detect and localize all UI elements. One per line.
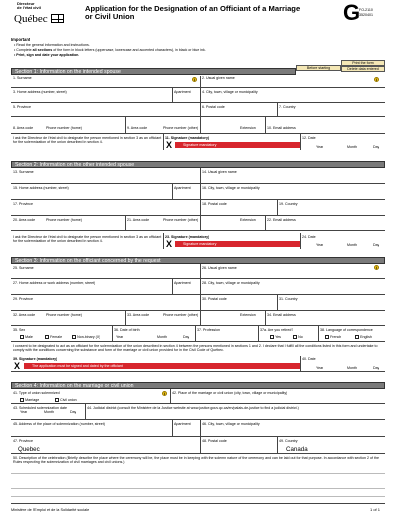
s3-extension-field[interactable]: Extension [240,313,256,317]
s3-female-label: Female [50,335,63,339]
delete-data-button[interactable]: Delete data entered [341,66,385,72]
s2-date-label: 24. Date [302,235,316,239]
s1-date-year[interactable]: Year [316,145,324,149]
s3-male-label: Male [25,335,33,339]
s4-postal-code-field[interactable]: 48. Postal code [202,439,227,443]
s1-province-field[interactable]: 5. Province [13,105,31,109]
s3-sex-nonbinary-checkbox[interactable] [72,335,100,339]
s1-surname-field[interactable]: 1. Surname [13,76,32,80]
s1-given-name-field[interactable]: 2. Usual given name [202,76,235,80]
s3-french-checkbox[interactable] [325,335,341,339]
s1-city-field[interactable]: 4. City, town, village or municipality [202,90,258,94]
form-number: 3520401 [359,13,373,17]
section-1-info-icon-2[interactable]: i [375,78,378,82]
s3-declaration: I consent to be designated to act as an officiant for the solemnization of the union described in section 4 between the persons mentioned in sections 1 and 2. I declare that I fulfill all the conditions listed in this form and undertake to comply with the conditions concerning the substance and form of the marriage or civil union provided for in the Civil Code of Québec. [13,344,378,353]
s2-email-field[interactable]: 22. Email address [267,218,296,222]
s3-english-checkbox[interactable] [355,335,372,339]
s2-phone-home-field[interactable]: Phone number (home) [46,218,82,222]
s1-email-field[interactable]: 10. Email address [267,126,296,130]
important-bullet-2-post: of the form in block letters (uppercase, lowercase and accented characters), in black or blue ink. [52,48,206,52]
s3-birth-date-label: 36. Date of birth [114,328,140,332]
s3-birth-year[interactable]: Year [116,335,124,339]
s2-surname-field[interactable]: 13. Surname [13,170,34,174]
form-letter: G [343,0,361,25]
s1-country-field[interactable]: 7. Country [279,105,296,109]
s3-signature-x: X [14,361,21,371]
s3-province-field[interactable]: 29. Province [13,297,33,301]
s2-city-field[interactable]: 16. City, town, village or municipality [202,186,260,190]
s4-province-label: 47. Province [13,439,33,443]
s1-row1 [11,76,385,88]
section-3-info-icon[interactable]: i [375,266,378,270]
footer-page: 1 of 1 [370,508,381,512]
section-4-header: Section 4: Information on the marriage or civil union [11,382,385,389]
s2-area-code-home[interactable]: 20. Area code [13,218,36,222]
section-3-header: Section 3: Information on the officiant concerned by the request [11,257,385,264]
s3-retired-no-checkbox[interactable] [293,335,303,339]
gov-name: Québec [14,13,48,25]
s3-phone-home-field[interactable]: Phone number (home) [46,313,82,317]
s3-email-field[interactable]: 34. Email address [267,313,296,317]
s4-civil-union-checkbox[interactable] [55,398,77,402]
s4-city-field[interactable]: 46. City, town, village or municipality [202,422,260,426]
important-bullet-3: • Print, sign and date your application. [14,53,80,57]
s4-apartment-field[interactable]: Apartment [174,422,191,426]
s1-signature-x: X [166,140,173,150]
s2-province-field[interactable]: 17. Province [13,202,33,206]
s4-judicial-district-field[interactable]: 44. Judicial district (consult the Ministère de la Justice website at www.justice.gouv.qc.ca/en/palais-de-justice to find a judicial district.) [87,406,299,410]
s3-area-code-home[interactable]: 32. Area code [13,313,36,317]
s4-marriage-checkbox[interactable] [20,398,39,402]
s3-date-label: 40. Date [302,357,316,361]
s1-signature-label: 11. Signature (mandatory) [165,136,210,140]
s3-language-label: 38. Language of correspondence [320,328,373,332]
s3-sex-label: 35. Sex [13,328,26,332]
s3-date-month[interactable]: Month [347,366,357,370]
s3-signature-mandatory-banner[interactable]: The application must be signed and dated by the officiant [24,363,300,369]
s4-place-field[interactable]: 42. Place of the marriage or civil union (city, town, village or municipality) [172,391,288,395]
s3-yes-label: Yes [275,335,281,339]
s3-nonbinary-label: Non-binary (X) [77,335,101,339]
section-1-info-icon[interactable]: i [193,78,196,82]
footer-ministry: Ministère de l'Emploi et de la Solidarité sociale [11,508,90,512]
s3-country-field[interactable]: 31. Country [279,297,298,301]
form-code: FO-2110 [359,8,373,12]
s2-country-field[interactable]: 19. Country [279,202,298,206]
s1-date-month[interactable]: Month [347,145,357,149]
important-bullet-2-bold: all sections [32,48,53,52]
s4-country-label: 49. Country [279,439,298,443]
s3-profession-field[interactable]: 37. Profession [197,328,220,332]
s2-date-month[interactable]: Month [347,243,357,247]
s4-description-label: 50. Description of the celebration (Briefly describe the place where the ceremony will be, the place must be in keeping with the solemn nature of the ceremony and can be laid out for that purpose. In accordance with section 2 of the Rules respecting the solemnization of civil marriages and civil unions.) [13,456,379,465]
s4-marriage-label: Marriage [25,398,40,402]
s3-date-day[interactable]: Day [373,366,380,370]
s1-row2 [11,88,385,103]
gov-logo [11,2,66,30]
s1-declaration: I ask the Directeur de l'état civil to designate the person mentioned in section 3 as an officiant for the solemnization of the union described in section 4. [13,136,162,145]
s3-birth-day[interactable]: Day [183,335,190,339]
s3-retired-yes-checkbox[interactable] [270,335,281,339]
important-heading: Important [11,38,31,42]
s3-phone-other-field[interactable]: Phone number (other) [163,313,199,317]
s4-union-type-label: 41. Type of union solemnized [13,391,60,395]
before-starting-button[interactable]: Before starting [296,65,341,71]
s3-address-field[interactable]: 27. Home address or work address (number, street) [13,281,96,285]
s2-date-day[interactable]: Day [373,243,380,247]
s3-city-field[interactable]: 28. City, town, village or municipality [202,281,260,285]
fleur-de-lis-flag-icon [51,14,64,23]
s2-area-code-other[interactable]: 21. Area code [127,218,150,222]
s1-postal-code-field[interactable]: 6. Postal code [202,105,225,109]
s4-address-field[interactable]: 45. Address of the place of solemnization (number, street) [13,422,105,426]
s2-extension-field[interactable]: Extension [240,218,256,222]
s2-address-field[interactable]: 15. Home address (number, street) [13,186,69,190]
s3-retired-label: 37a. Are you retired? [260,328,294,332]
s2-apartment-field[interactable]: Apartment [174,186,191,190]
s1-area-code-other[interactable]: 9. Area code [127,126,148,130]
s2-given-name-field[interactable]: 14. Usual given name [202,170,237,174]
s4-country-value[interactable]: Canada [286,446,308,453]
s4-place-info-icon[interactable]: i [163,392,166,396]
s3-english-label: English [360,335,372,339]
s3-signature-label: 39. Signature (mandatory) [13,357,58,361]
s2-signature-mandatory-banner[interactable]: Signature mandatory [175,241,300,247]
s3-apartment-field[interactable]: Apartment [174,281,191,285]
s2-declaration: I ask the Directeur de l'état civil to designate the person mentioned in section 3 as an officiant for the solemnization of the union described in section 4. [13,235,162,244]
section-1-header: Section 1: Information on the intended spouse [11,68,296,75]
important-bullet-2-pre: • Complete [14,48,33,52]
s1-row3 [11,103,385,117]
s3-birth-month[interactable]: Month [157,335,167,339]
s3-area-code-other[interactable]: 33. Area code [127,313,150,317]
s1-apartment-field[interactable]: Apartment [174,90,191,94]
s3-given-name-field[interactable]: 26. Usual given name [202,266,237,270]
s1-area-code-home[interactable]: 8. Area code [13,126,34,130]
gov-line1: Directeur [17,2,35,6]
s2-signature-x: X [166,239,173,249]
s2-signature-label: 23. Signature (mandatory) [165,235,210,239]
s1-phone-other-field[interactable]: Phone number (other) [163,126,199,130]
s2-phone-other-field[interactable]: Phone number (other) [163,218,199,222]
s4-civil-label: Civil union [60,398,77,402]
s3-sex-female-checkbox[interactable] [45,335,62,339]
section-2-header: Section 2: Information on the other intended spouse [11,161,385,168]
s1-phone-home-field[interactable]: Phone number (home) [46,126,82,130]
s1-address-field[interactable]: 3. Home address (number, street) [13,90,67,94]
s3-date-year[interactable]: Year [316,366,324,370]
print-form-button[interactable]: Print the form [341,60,385,66]
gov-line2: de l'état civil [17,6,41,10]
s3-surname-field[interactable]: 25. Surname [13,266,34,270]
form-title-line1: Application for the Designation of an Officiant of a Marriage [85,4,301,13]
s1-date-label: 12. Date [302,136,316,140]
s3-no-label: No [298,335,303,339]
important-bullet-2 [14,48,206,52]
s4-scheduled-month[interactable]: Month [44,410,54,414]
s3-sex-male-checkbox[interactable] [20,335,33,339]
s1-date-day[interactable]: Day [373,145,380,149]
s2-postal-code-field[interactable]: 18. Postal code [202,202,227,206]
s4-scheduled-day[interactable]: Day [70,410,77,414]
s1-extension-field[interactable]: Extension [240,126,256,130]
s4-scheduled-year[interactable]: Year [20,410,28,414]
s4-province-value[interactable]: Quebec [18,446,40,453]
form-title-line2: or Civil Union [85,12,135,21]
s3-postal-code-field[interactable]: 30. Postal code [202,297,227,301]
s3-french-label: French [330,335,342,339]
important-bullet-1: • Read the general information and instructions. [14,43,90,47]
s1-signature-mandatory-banner[interactable]: Signature mandatory [175,142,300,148]
s2-date-year[interactable]: Year [316,243,324,247]
s4-scheduled-date-label: 43. Scheduled solemnization date [13,406,67,410]
